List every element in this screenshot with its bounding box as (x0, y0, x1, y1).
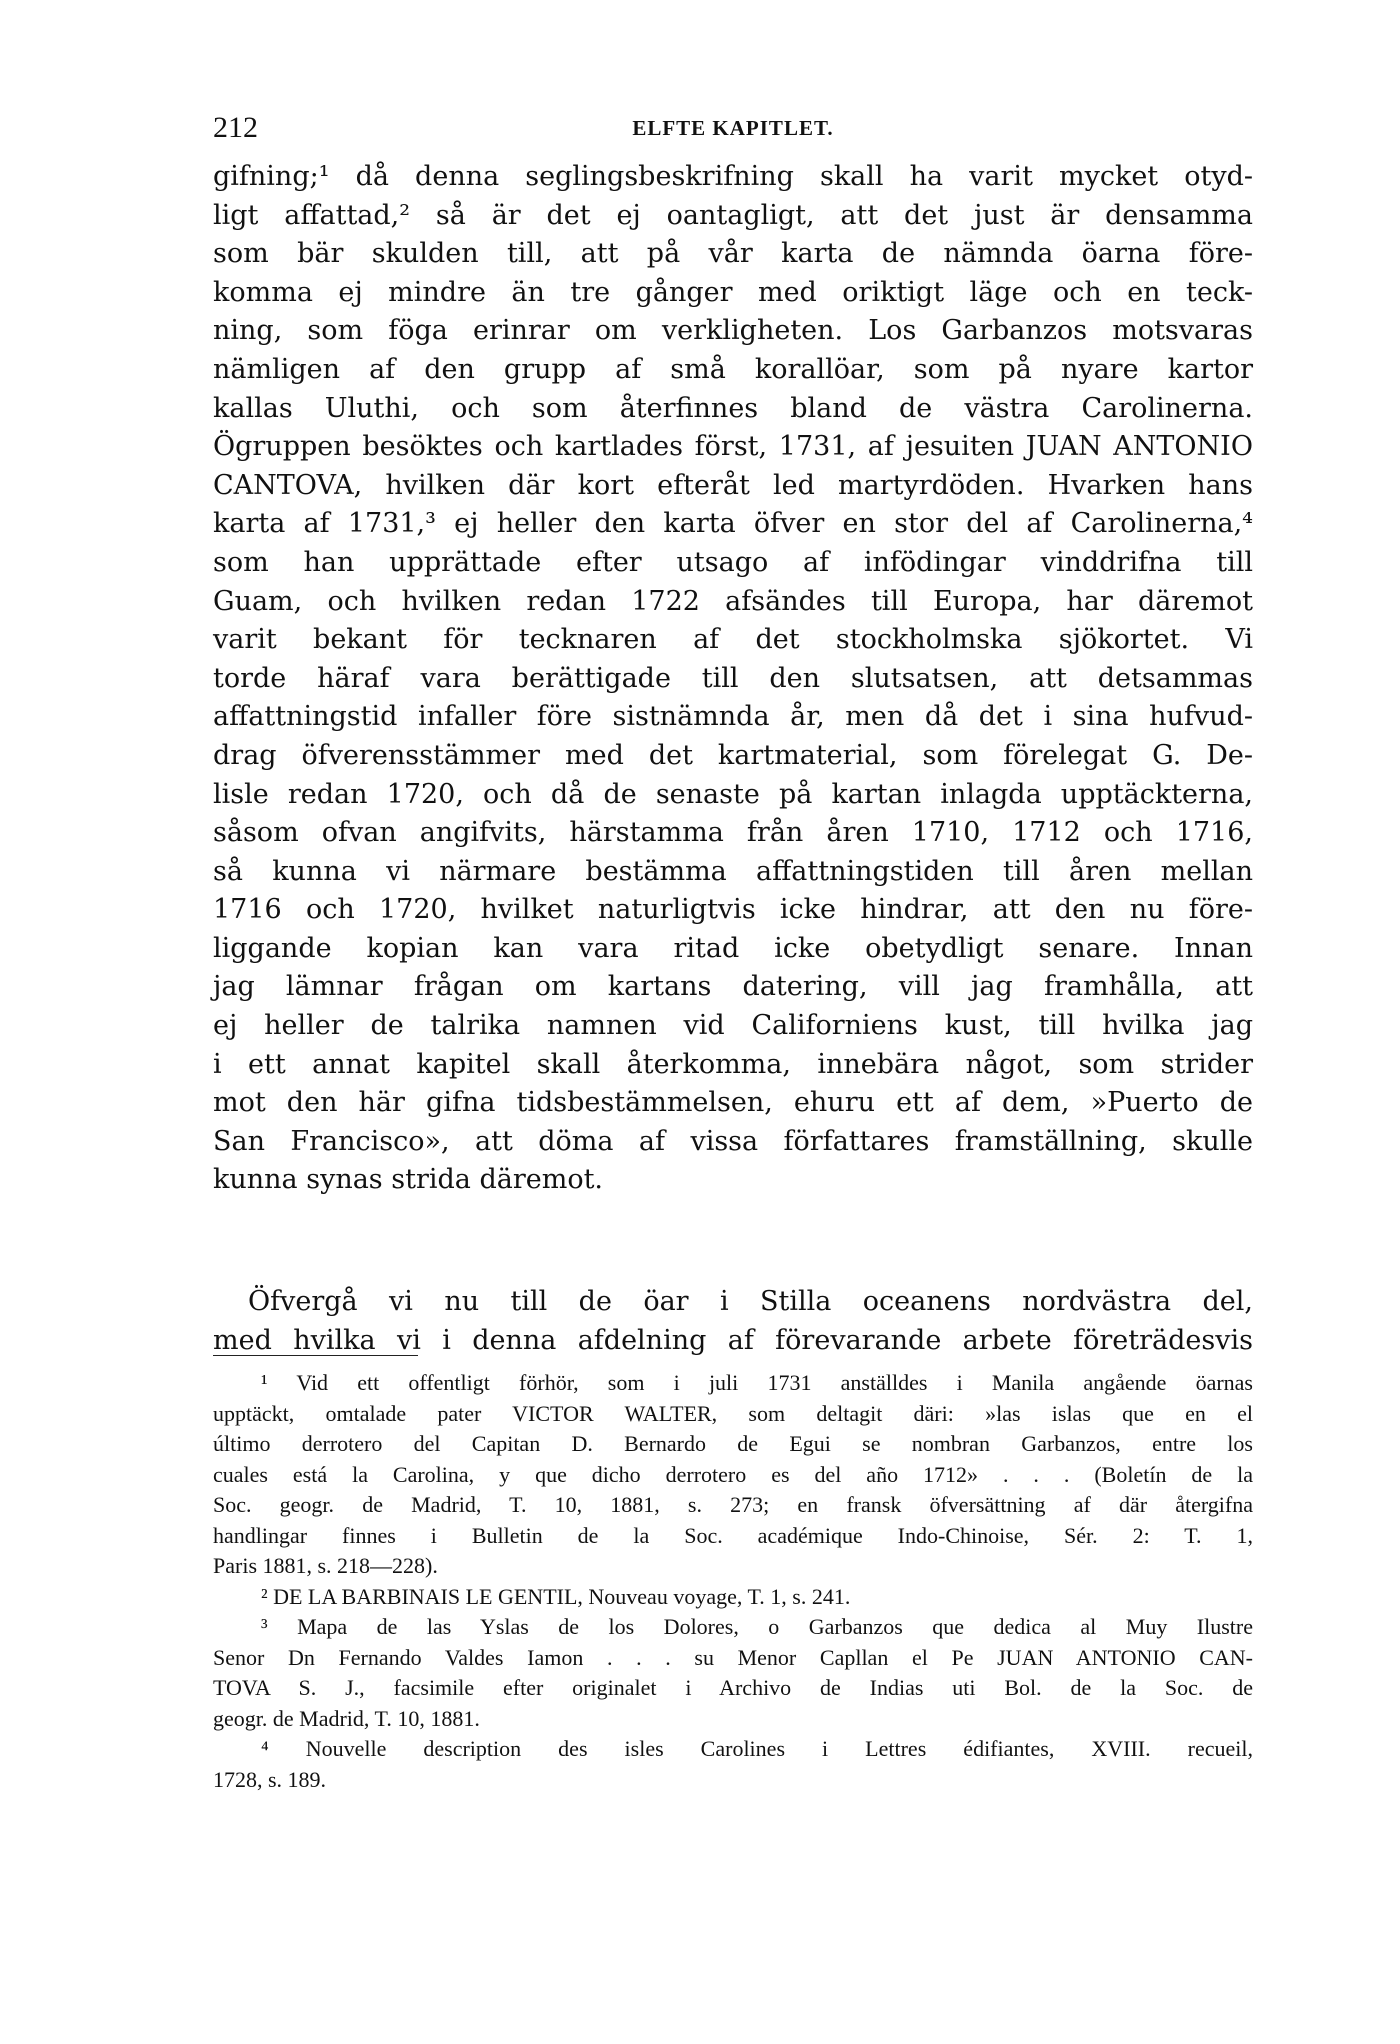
footnote-line: geogr. de Madrid, T. 10, 1881. (213, 1705, 480, 1731)
text-line: lisle redan 1720, och då de senaste på kartan inlagda upptäckterna, (213, 778, 1253, 810)
text-line: ligt affattad,² så är det ej oantagligt, att det just är densamma (213, 199, 1253, 231)
text-line: som bär skulden till, att på vår karta de nämnda öarna före- (213, 238, 1253, 270)
footnote-line: ¹ Vid ett offentligt förhör, som i juli 1731 anställdes i Manila angående öarnas (261, 1370, 1253, 1395)
footnote-line: upptäckt, omtalade pater VICTOR WALTER, som deltagit däri: »las islas que en el (213, 1400, 1253, 1426)
footnote-line: Paris 1881, s. 218—228). (213, 1553, 438, 1578)
text-line: jag lämnar frågan om kartans datering, vill jag framhålla, att (213, 971, 1253, 1003)
text-line: som han upprättade efter utsago af infödingar vinddrifna till (213, 546, 1253, 578)
text-line: liggande kopian kan vara ritad icke obetydligt senare. Innan (213, 932, 1253, 964)
text-line: så kunna vi närmare bestämma affattningstiden till åren mellan (213, 855, 1253, 887)
page-header (213, 108, 1253, 148)
footnote-line: 1728, s. 189. (213, 1766, 327, 1792)
second-paragraph (213, 1283, 1253, 1360)
text-line: ning, som föga erinrar om verkligheten. Los Garbanzos motsvaras (213, 315, 1253, 347)
footnote-line: Senor Dn Fernando Valdes Iamon . . . su Menor Capllan el Pe JUAN ANTONIO CAN- (213, 1644, 1253, 1670)
text-line: gifning;¹ då denna seglingsbeskrifning skall ha varit mycket otyd- (213, 161, 1253, 192)
text-line: nämligen af den grupp af små korallöar, som på nyare kartor (213, 353, 1253, 385)
footnote-line: TOVA S. J., facsimile efter originalet i Archivo de Indias uti Bol. de la Soc. de (213, 1675, 1253, 1700)
text-line: Ögruppen besöktes och kartlades först, 1731, af jesuiten JUAN ANTONIO (213, 431, 1253, 463)
footnote-divider (213, 1355, 418, 1356)
footnote-line: cuales está la Carolina, y que dicho derrotero es del año 1712» . . . (Boletín de la (213, 1461, 1253, 1487)
text-line: Guam, och hvilken redan 1722 afsändes till Europa, har däremot (213, 585, 1253, 617)
text-line: karta af 1731,³ ej heller den karta öfver en stor del af Carolinerna,⁴ (213, 508, 1253, 540)
text-line: torde häraf vara berättigade till den slutsatsen, att detsammas (213, 662, 1253, 694)
text-line: drag öfverensstämmer med det kartmaterial, som förelegat G. De- (213, 739, 1253, 771)
page-number: 212 (213, 111, 258, 144)
text-line: 1716 och 1720, hvilket naturligtvis icke hindrar, att den nu före- (213, 894, 1253, 926)
text-line: affattningstid infaller före sistnämnda år, men då det i sina hufvud- (213, 701, 1253, 733)
footnote-line: ³ Mapa de las Yslas de los Dolores, o Garbanzos que dedica al Muy Ilustre (261, 1614, 1253, 1639)
footnote-line: Soc. geogr. de Madrid, T. 10, 1881, s. 273; en fransk öfversättning af där återgifna (213, 1492, 1253, 1517)
text-line: i ett annat kapitel skall återkomma, innebära något, som strider (213, 1048, 1253, 1080)
text-line: kallas Uluthi, och som återfinnes bland de västra Carolinerna. (213, 392, 1253, 424)
running-head: ELFTE KAPITLET. (632, 116, 834, 140)
text-line: ej heller de talrika namnen vid Californiens kust, till hvilka jag (213, 1010, 1253, 1042)
footnote-line: handlingar finnes i Bulletin de la Soc. académique Indo-Chinoise, Sér. 2: T. 1, (213, 1522, 1253, 1548)
text-line: såsom ofvan angifvits, härstamma från åren 1710, 1712 och 1716, (213, 817, 1253, 849)
footnote-line: último derrotero del Capitan D. Bernardo de Egui se nombran Garbanzos, entre los (213, 1431, 1253, 1456)
text-line: San Francisco», att döma af vissa författares framställning, skulle (213, 1125, 1253, 1157)
text-line: kunna synas strida däremot. (213, 1164, 604, 1196)
text-line: komma ej mindre än tre gånger med oriktigt läge och en teck- (213, 276, 1253, 308)
footnotes (213, 1368, 1253, 1795)
footnote-line: ² DE LA BARBINAIS LE GENTIL, Nouveau voyage, T. 1, s. 241. (261, 1583, 851, 1609)
main-paragraph (213, 158, 1253, 1200)
footnote-line: ⁴ Nouvelle description des isles Carolines i Lettres édifiantes, XVIII. recueil, (261, 1736, 1253, 1761)
text-line: CANTOVA, hvilken där kort efteråt led martyrdöden. Hvarken hans (213, 469, 1253, 501)
text-line: mot den här gifna tidsbestämmelsen, ehuru ett af dem, »Puerto de (213, 1087, 1253, 1119)
text-line: varit bekant för tecknaren af det stockholmska sjökortet. Vi (213, 624, 1253, 656)
text-line: med hvilka vi i denna afdelning af förevarande arbete företrädesvis (213, 1324, 1253, 1356)
text-line: Öfvergå vi nu till de öar i Stilla oceanens nordvästra del, (248, 1286, 1253, 1317)
